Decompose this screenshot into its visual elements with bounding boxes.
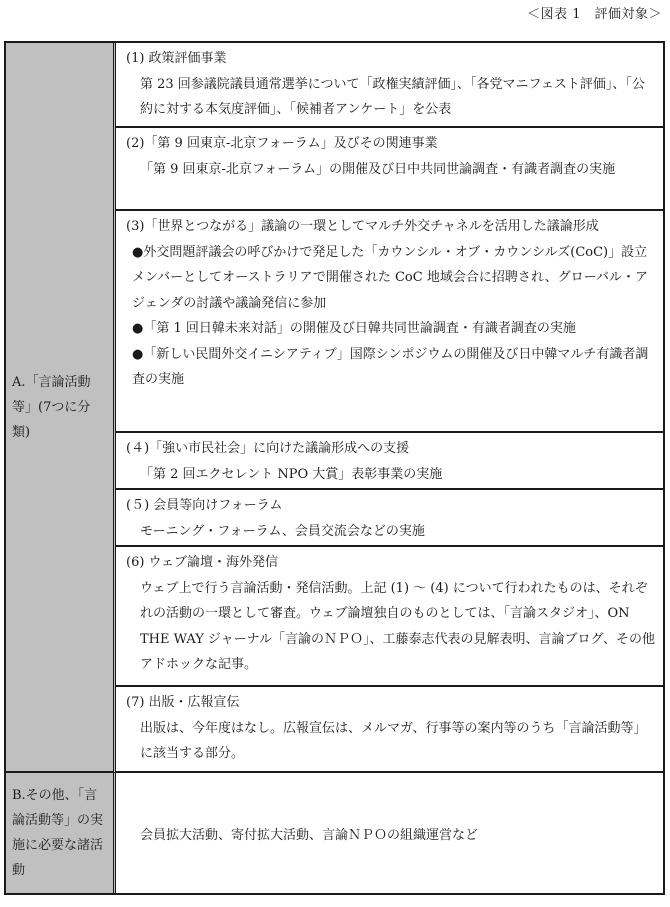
section-body: 「第 9 回東京-北京フォーラム」の開催及び日中共同世論調査・有識者調査の実施 bbox=[140, 161, 616, 177]
section-bullet: ●外交問題評議会の呼びかけで発足した「カウンシル・オブ・カウンシルズ(CoC)」設立メンバーとしてオーストラリアで開催された CoC 地域会合に招聘され、グローバル・アジェンダの討議や議論発信に参加 bbox=[132, 244, 648, 311]
section-7 bbox=[116, 687, 663, 771]
section-title: (1) 政策評価事業 bbox=[126, 51, 227, 66]
section-title: (５) 会員等向けフォーラム bbox=[126, 498, 283, 513]
category-b-label-cell bbox=[6, 773, 116, 893]
section-5 bbox=[116, 490, 663, 547]
section-bullet: ●「新しい民間外交イニシアティブ」国際シンポジウムの開催及び日中韓マルチ有識者調査の実施 bbox=[132, 346, 649, 387]
figure-caption: ＜図表 1 評価対象＞ bbox=[527, 7, 662, 22]
section-3 bbox=[116, 211, 663, 433]
category-b-label: B.その他、「言論活動等」の実施に必要な諸活動 bbox=[12, 788, 104, 878]
category-a-label: A.「言論活動等」(7つに分類) bbox=[12, 374, 91, 440]
section-title: (3)「世界とつながる」議論の一環としてマルチ外交チャネルを活用した議論形成 bbox=[126, 219, 599, 234]
section-bullet: ●「第 1 回日韓未来対話」の開催及び日韓共同世論調査・有識者調査の実施 bbox=[132, 321, 576, 336]
section-body: 第 23 回参議院議員通常選挙について「政権実績評価」、「各党マニフェスト評価」、「公約に対する本気度評価」、「候補者アンケート」を公表 bbox=[140, 76, 645, 117]
section-body: 出版は、今年度はなし。広報宣伝は、メルマガ、行事等の案内等のうち「言論活動等」に該当する部分。 bbox=[140, 720, 647, 761]
evaluation-table bbox=[4, 41, 665, 895]
section-title: (6) ウェブ論壇・海外発信 bbox=[126, 555, 279, 570]
category-b-content-cell bbox=[116, 773, 663, 893]
section-4 bbox=[116, 433, 663, 490]
section-body: 「第 2 回エクセレント NPO 大賞」表彰事業の実施 bbox=[140, 466, 443, 482]
section-body: モーニング・フォーラム、会員交流会などの実施 bbox=[140, 523, 425, 539]
section-body: ウェブ上で行う言論活動・発信活動。上記 (1) ～ (4) について行われたものは、それぞれの活動の一環として審査。ウェブ論壇独自のものとしては、「言論スタジオ」、ON THE WAY ジャーナル「言論のＮＰＯ」、工藤泰志代表の見解表明、言論ブログ、その他アドホックな記事。 bbox=[140, 580, 655, 672]
category-a-sections bbox=[116, 43, 663, 773]
section-2 bbox=[116, 128, 663, 211]
section-1 bbox=[116, 43, 663, 128]
section-6 bbox=[116, 547, 663, 687]
section-title: (2)「第 9 回東京-北京フォーラム」及びその関連事業 bbox=[126, 136, 438, 151]
section-title: (４)「強い市民社会」に向けた議論形成への支援 bbox=[126, 441, 410, 456]
category-a-label-cell bbox=[6, 43, 116, 773]
section-title: (7) 出版・広報宣伝 bbox=[126, 695, 240, 710]
category-b-content: 会員拡大活動、寄付拡大活動、言論ＮＰＯの組織運営など bbox=[140, 827, 479, 843]
